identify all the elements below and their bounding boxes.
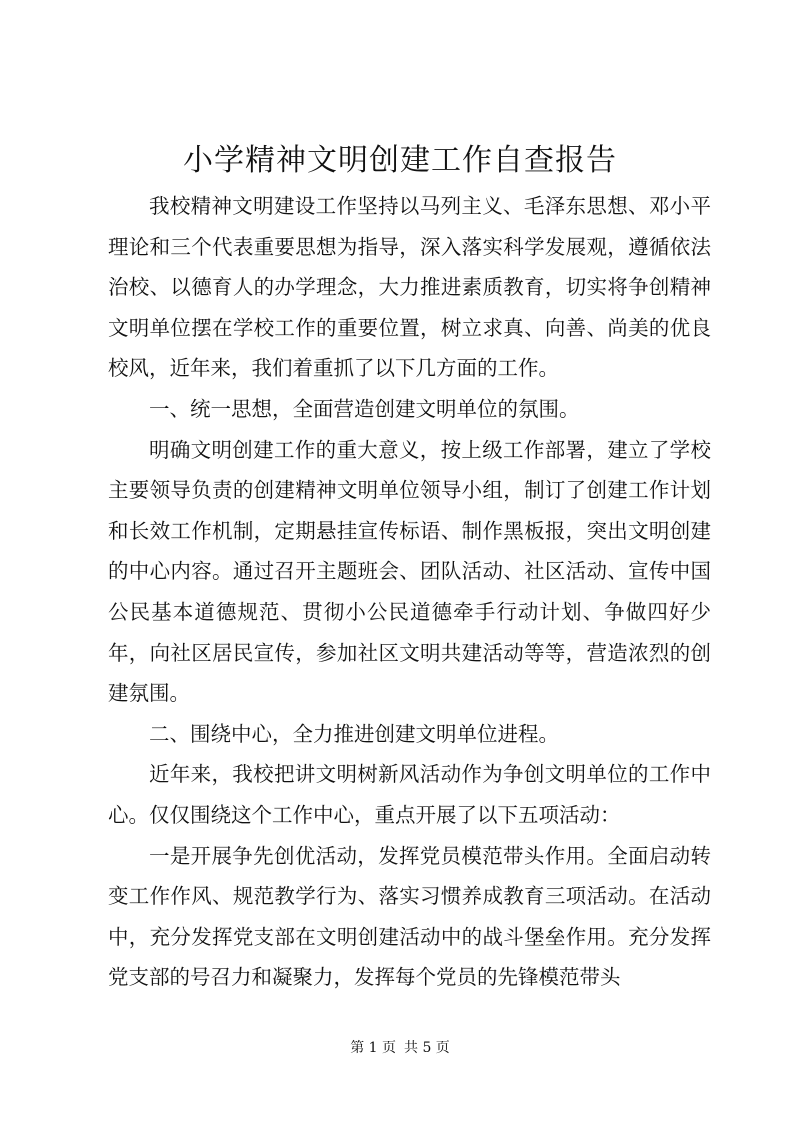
- paragraph-section-2: 近年来，我校把讲文明树新风活动作为争创文明单位的工作中心。仅仅围绕这个工作中心，重点开展了以下五项活动：: [108, 762, 711, 827]
- section-heading-2: 二、围绕中心，全力推进创建文明单位进程。: [149, 721, 559, 746]
- page-footer: [0, 1038, 800, 1058]
- document-title: 小学精神文明创建工作自查报告: [183, 143, 617, 178]
- page-number: 第 1 页: [350, 1040, 396, 1056]
- document-body: [108, 186, 711, 998]
- section-heading-1: 一、统一思想，全面营造创建文明单位的氛围。: [149, 396, 580, 421]
- paragraph-intro: 我校精神文明建设工作坚持以马列主义、毛泽东思想、邓小平理论和三个代表重要思想为指导，深入落实科学发展观，遵循依法治校、以德育人的办学理念，大力推进素质教育，切实将争创精神文明单位摆在学校工作的重要位置，树立求真、向善、尚美的优良校风，近年来，我们着重抓了以下几方面的工作。: [108, 194, 711, 381]
- paragraph-section-1: 明确文明创建工作的重大意义，按上级工作部署，建立了学校主要领导负责的创建精神文明单位领导小组，制订了创建工作计划和长效工作机制，定期悬挂宣传标语、制作黑板报，突出文明创建的中心内容。通过召开主题班会、团队活动、社区活动、宣传中国公民基本道德规范、贯彻小公民道德牵手行动计划、争做四好少年，向社区居民宣传，参加社区文明共建活动等等，营造浓烈的创建氛围。: [108, 437, 711, 706]
- paragraph-activity-1: 一是开展争先创优活动，发挥党员模范带头作用。全面启动转变工作作风、规范教学行为、落实习惯养成教育三项活动。在活动中，充分发挥党支部在文明创建活动中的战斗堡垒作用。充分发挥党支部的号召力和凝聚力，发挥每个党员的先锋模范带头: [108, 843, 711, 990]
- page-total: 共 5 页: [404, 1040, 450, 1056]
